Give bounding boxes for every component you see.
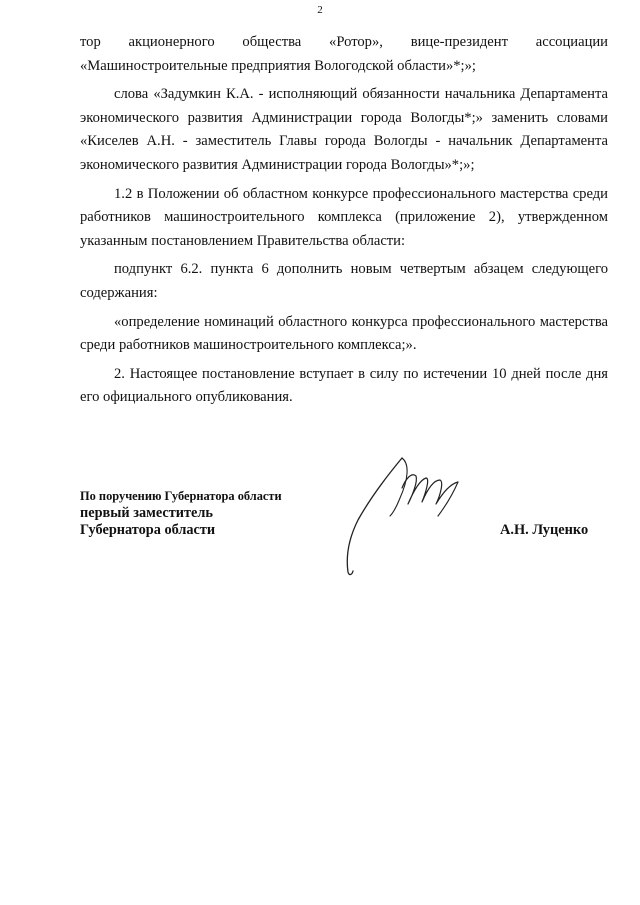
signature-position-line-2: Губернатора области xyxy=(80,521,216,538)
paragraph-subitem-6-2: подпункт 6.2. пункта 6 дополнить новым четвертым абзацем следующего содержания: xyxy=(80,261,608,301)
paragraph-words-replacement: слова «Задумкин К.А. - исполняющий обязанности начальника Департамента экономического развития Администрации города Вологды*;» заменить словами «Киселев А.Н. - заместитель Главы города Вологды - начальник Департамента экономического развития Администрации города Вологды»*;»; xyxy=(80,86,608,173)
signature-authority-line: По поручению Губернатора области xyxy=(80,489,282,503)
signature-position-line: первый заместитель xyxy=(80,504,213,521)
handwritten-signature xyxy=(340,440,490,580)
paragraph-item-2: 2. Настоящее постановление вступает в силу по истечении 10 дней после дня его официального опубликования. xyxy=(80,365,608,406)
paragraph-item-1-2: 1.2 в Положении об областном конкурсе профессионального мастерства среди работников машиностроительного комплекса (приложение 2), утвержденном указанным постановлением Правительства области: xyxy=(80,185,608,249)
signatory-name: А.Н. Луценко xyxy=(500,522,589,538)
signature-block xyxy=(80,488,282,539)
document-body xyxy=(80,31,608,415)
paragraph-quoted-addition: «определение номинаций областного конкурса профессионального мастерства среди работников машиностроительного комплекса;». xyxy=(80,313,608,354)
page-number: 2 xyxy=(317,4,323,16)
paragraph-continued: тор акционерного общества «Ротор», вице-президент ассоциации «Машиностроительные предприятия Вологодской области»*;»; xyxy=(80,34,608,74)
